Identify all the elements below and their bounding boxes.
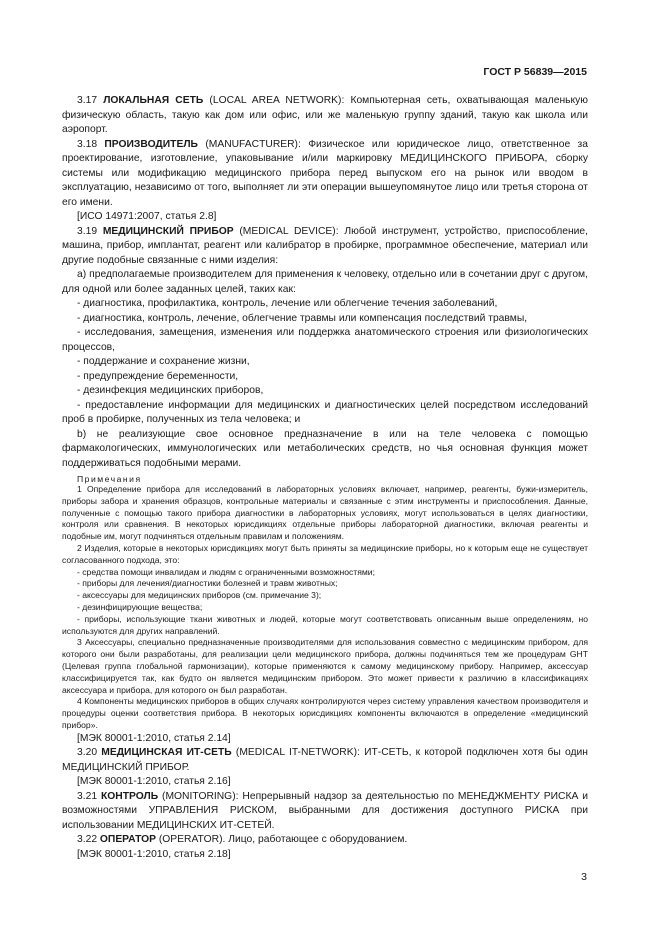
paragraph	[62, 428, 588, 472]
paragraph	[62, 94, 588, 138]
paragraph-text: - диагностика, профилактика, контроль, лечение или облегчение течения заболеваний,	[77, 298, 498, 309]
clause-number: 3.19	[77, 225, 103, 237]
notes-block	[62, 484, 588, 732]
paragraph-text: b) не реализующие свое основное предназначение в или на теле человека с помощью фармакологических, иммунологических или метаболических средств, но чья основная функция может поддерживаться подобными мерами.	[62, 428, 588, 469]
defined-term: МЕДИЦИНСКИЙ ПРИБОР	[102, 225, 234, 237]
paragraph	[62, 268, 588, 297]
note-item: 3 Аксессуары, специально предназначенные производителями для использования совместно с медицинским прибором, для которого они были разработаны, для реализации цели медицинского прибора, должны подчиняться тем же процедурам GHT (Целевая группа глобальной гармонизации), которые применяются к самому медицинскому прибору. Например, аксессуар классифицируется так, как будто он является медицинским прибором. Это может привести к различию в классификациях аксессуара и прибора, для которого он был разработан.	[62, 637, 588, 695]
paragraph-text: - дезинфекция медицинских приборов,	[77, 385, 264, 396]
clause-number: 3.22	[77, 834, 100, 846]
note-item: - приборы, использующие ткани животных и людей, которые могут соответствовать описанным выше определениям, но используются для других направлений.	[62, 613, 588, 636]
paragraph	[62, 355, 588, 370]
paragraph-text: - поддержание и сохранение жизни,	[77, 356, 250, 367]
note-item: 2 Изделия, которые в некоторых юрисдикциях могут быть приняты за медицинские приборы, но к которым еще не существует согласованного подхода, это:	[62, 542, 588, 565]
paragraph	[62, 297, 588, 312]
paragraph-text: (MEDICAL DEVICE): Любой инструмент, устройство, приспособление, машина, прибор, имплантат, реагент или калибратор в пробирке, программное обеспечение, материал или другие подобные связанные с ними изделия:	[62, 225, 588, 266]
paragraph	[62, 399, 588, 428]
paragraph	[62, 732, 588, 747]
defined-term: МЕДИЦИНСКАЯ ИТ-СЕТЬ	[101, 747, 232, 759]
paragraph	[62, 848, 588, 863]
paragraph-text: [МЭК 80001-1:2010, статья 2.14]	[77, 732, 231, 744]
page-number: 3	[581, 871, 587, 883]
paragraph-text: (MANUFACTURER): Физическое или юридическое лицо, ответственное за проектирование, изготовление, упаковывание и/или маркировку МЕДИЦИНСКОГО ПРИБОРА, сборку системы или модификацию медицинского прибора перед выпуском его на рынок или вводом в эксплуатацию, независимо от того, выполняет ли эти операции вышеупомянутое лицо или третья сторона от его имени.	[62, 138, 588, 208]
paragraph	[62, 746, 588, 775]
paragraph-text: [ИСО 14971:2007, статья 2.8]	[77, 211, 217, 222]
document-header: ГОСТ Р 56839—2015	[483, 66, 587, 78]
paragraph	[62, 833, 588, 848]
clause-number: 3.17	[77, 95, 104, 106]
paragraph-text: (MEDICAL IT-NETWORK): ИТ-СЕТЬ, к которой подключен хотя бы один МЕДИЦИНСКИЙ ПРИБОР.	[62, 747, 588, 773]
note-item: - аксессуары для медицинских приборов (см. примечание 3);	[77, 590, 322, 601]
paragraph-text: (OPERATOR). Лицо, работающее с оборудованием.	[155, 834, 408, 846]
note-item: - дезинфицирующие вещества;	[77, 601, 203, 612]
paragraph	[62, 138, 588, 211]
paragraph	[62, 312, 588, 327]
page-content	[62, 94, 588, 862]
clause-number: 3.20	[77, 747, 102, 759]
clause-number: 3.21	[77, 790, 101, 802]
defined-term: ЛОКАЛЬНАЯ СЕТЬ	[103, 95, 204, 106]
defined-term: ОПЕРАТОР	[99, 834, 156, 846]
paragraph	[62, 790, 588, 834]
paragraph	[62, 210, 588, 225]
paragraph-text: а) предполагаемые производителем для применения к человеку, отдельно или в сочетании друг с другом, для одной или более заданных целей, таких как:	[62, 269, 588, 295]
clause-number: 3.18	[77, 138, 105, 150]
note-item: 1 Определение прибора для исследований в лабораторных условиях включает, например, реагенты, бужи-измеритель, приборы забора и хранения образцов, контрольные материалы и связанные с этим инструменты и приспособления. Данные, полученные с помощью такого прибора диагностики в лабораторных условиях, могут использоваться в целях диагностики, контроля или сравнения. В некоторых юрисдикциях отдельные приборы лабораторной диагностики, включая реагенты и подобные им, могут подчиняться отдельным правилам и положениям.	[62, 484, 588, 542]
paragraph-text: - предупреждение беременности,	[77, 370, 239, 382]
definitions-block	[62, 94, 588, 471]
notes-heading: Примечания	[77, 474, 142, 484]
note-item: - приборы для лечения/диагностики болезней и травм животных;	[77, 578, 338, 589]
note-item: - средства помощи инвалидам и людям с ограниченными возможностями;	[77, 566, 375, 577]
paragraph-text: - предоставление информации для медицинских и диагностических целей посредством исследований проб в пробирке, полученных из тела человека; и	[62, 399, 588, 425]
note-item: 4 Компоненты медицинских приборов в общих случаях контролируются через систему управления качеством производителя и процедуры оценки соответствия прибора. В некоторых юрисдикциях компоненты включаются в определение «медицинский прибор».	[62, 696, 588, 730]
paragraph	[62, 370, 588, 385]
defined-term: ПРОИЗВОДИТЕЛЬ	[104, 138, 198, 150]
definitions-block-2	[62, 732, 588, 863]
paragraph-text: (MONITORING): Непрерывный надзор за деятельностью по МЕНЕДЖМЕНТУ РИСКА и возможностями УПРАВЛЕНИЯ РИСКОМ, выбранными для достижения доступного РИСКА при использовании МЕДИЦИНСКИХ ИТ-СЕТЕЙ.	[62, 790, 588, 831]
paragraph-text: (LOCAL AREA NETWORK): Компьютерная сеть, охватывающая маленькую физическую область, такую как дом или офис, или же маленькую группу зданий, такую как школа или аэропорт.	[62, 95, 589, 135]
paragraph-text: [МЭК 80001-1:2010, статья 2.16]	[77, 776, 231, 788]
paragraph-text: - исследования, замещения, изменения или поддержка анатомического строения или физиологических процессов,	[62, 327, 588, 353]
paragraph	[62, 225, 588, 269]
paragraph-text: [МЭК 80001-1:2010, статья 2.18]	[77, 848, 231, 860]
paragraph	[62, 384, 588, 399]
paragraph-text: - диагностика, контроль, лечение, облегчение травмы или компенсация последствий травмы,	[77, 312, 528, 324]
defined-term: КОНТРОЛЬ	[100, 790, 159, 802]
paragraph	[62, 326, 588, 355]
paragraph	[62, 775, 588, 790]
